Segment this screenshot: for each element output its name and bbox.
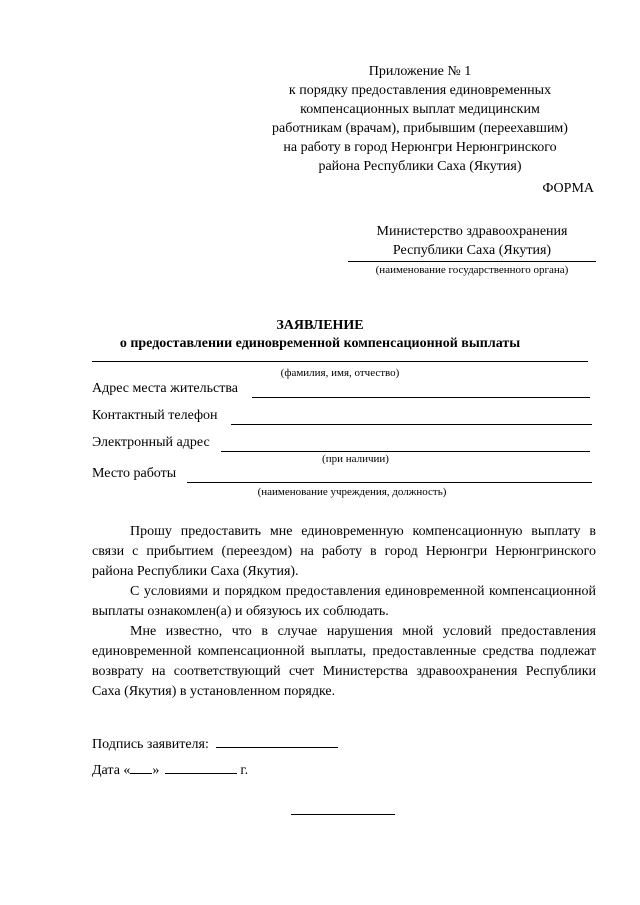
appendix-line-5: на работу в город Нерюнгри Нерюнгринского <box>283 140 557 155</box>
recipient-line-1: Министерство здравоохранения <box>376 224 568 239</box>
phone-label: Контактный телефон <box>92 408 218 423</box>
date-mid: » <box>152 763 160 778</box>
work-label: Место работы <box>92 466 177 481</box>
date-prefix: Дата « <box>92 763 131 778</box>
date-suffix: г. <box>240 763 249 778</box>
form-label: ФОРМА <box>542 181 594 196</box>
address-input-line[interactable] <box>252 397 590 398</box>
date-day-line[interactable] <box>130 761 152 774</box>
document-title: ЗАЯВЛЕНИЕ <box>276 318 364 333</box>
appendix-line-3: компенсационных выплат медицинским <box>300 102 540 117</box>
appendix-line-6: района Республики Саха (Якутия) <box>318 159 522 174</box>
work-input-line[interactable] <box>187 482 592 483</box>
date-row <box>92 761 248 779</box>
body-paragraph-2: С условиями и порядком предоставления единовременной компенсационной выплаты ознакомлен(а) и обязуюсь их соблюдать. <box>92 584 596 619</box>
appendix-line-2: к порядку предоставления единовременных <box>288 83 552 98</box>
email-note: (при наличии) <box>322 453 389 465</box>
date-month-line[interactable] <box>165 761 237 774</box>
email-label: Электронный адрес <box>92 435 210 450</box>
email-input-line[interactable] <box>221 451 590 452</box>
recipient-line-2: Республики Саха (Якутия) <box>348 241 596 262</box>
recipient-note: (наименование государственного органа) <box>375 264 569 276</box>
appendix-line-4: работникам (врачам), прибывшим (переехавшим) <box>272 121 568 136</box>
recipient-block <box>348 222 596 277</box>
statement-body <box>92 522 596 702</box>
phone-input-line[interactable] <box>231 424 592 425</box>
signature-row <box>92 735 338 753</box>
appendix-block <box>250 62 590 176</box>
address-label: Адрес места жительства <box>92 381 238 396</box>
footer-divider <box>291 814 395 815</box>
work-note: (наименование учреждения, должность) <box>257 486 447 498</box>
appendix-line-1: Приложение № 1 <box>368 64 472 79</box>
body-paragraph-3: Мне известно, что в случае нарушения мной условий предоставления единовременной компенсационной выплаты, предоставленные средства подлежат возврату на соответствующий счет Министерства здравоохранения Республики Саха (Якутия) в установленном порядке. <box>92 624 596 699</box>
body-paragraph-1: Прошу предоставить мне единовременную компенсационную выплату в связи с прибытием (переездом) на работу в город Нерюнгри Нерюнгринского района Республики Саха (Якутия). <box>92 524 596 579</box>
signature-input-line[interactable] <box>216 735 338 748</box>
document-subtitle: о предоставлении единовременной компенсационной выплаты <box>119 336 521 351</box>
fio-input-line[interactable] <box>92 361 588 362</box>
signature-label: Подпись заявителя: <box>92 737 209 752</box>
fio-note: (фамилия, имя, отчество) <box>280 367 400 379</box>
